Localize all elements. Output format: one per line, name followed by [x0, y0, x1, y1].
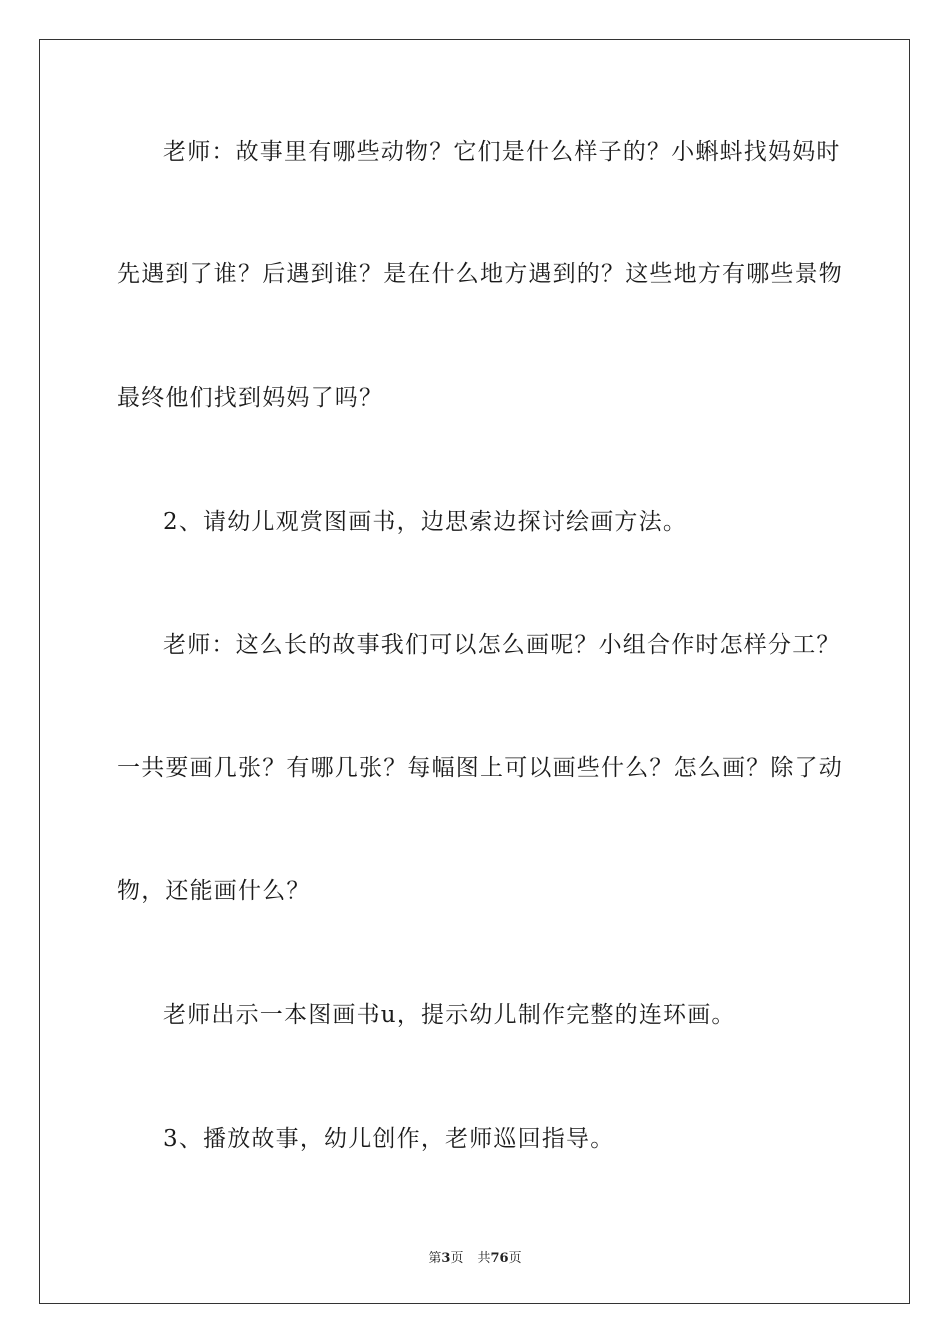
footer-page-prefix: 第: [428, 1251, 442, 1266]
paragraph-line-3: 最终他们找到妈妈了吗？: [117, 385, 384, 411]
paragraph-line-6: 一共要画几张？有哪几张？每幅图上可以画些什么？怎么画？除了动: [117, 755, 843, 781]
page-border: [39, 39, 910, 1304]
paragraph-line-4: 2、请幼儿观赏图画书，边思索边探讨绘画方法。: [163, 509, 688, 535]
footer-page-suffix: 页: [450, 1251, 464, 1266]
paragraph-line-7: 物，还能画什么？: [117, 878, 311, 904]
footer-total-suffix: 页: [508, 1251, 522, 1266]
paragraph-line-8: 老师出示一本图画书u，提示幼儿制作完整的连环画。: [163, 1002, 736, 1028]
footer-total-pages: 76: [490, 1251, 509, 1266]
paragraph-line-2: 先遇到了谁？后遇到谁？是在什么地方遇到的？这些地方有哪些景物: [117, 261, 843, 287]
footer-page-number: 3: [441, 1251, 451, 1266]
paragraph-line-1: 老师：故事里有哪些动物？它们是什么样子的？小蝌蚪找妈妈时: [163, 139, 841, 165]
page-footer: [0, 1247, 950, 1266]
paragraph-line-9: 3、播放故事，幼儿创作，老师巡回指导。: [163, 1126, 615, 1152]
paragraph-line-5: 老师：这么长的故事我们可以怎么画呢？小组合作时怎样分工？: [163, 632, 841, 658]
footer-total-prefix: 共: [477, 1251, 491, 1266]
